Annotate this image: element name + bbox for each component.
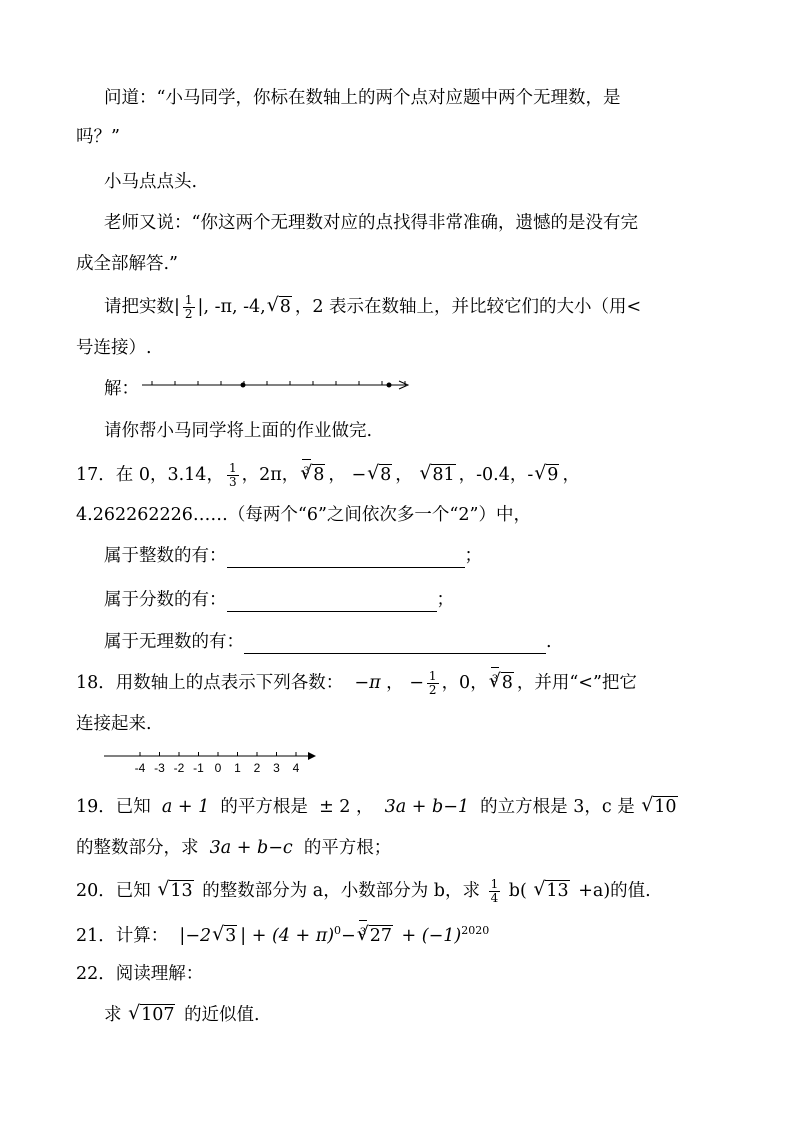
dot: [241, 383, 246, 388]
tick-label: 4: [292, 761, 300, 775]
text-line: 的整数部分，求 3a + b−c 的平方根；: [76, 838, 392, 858]
text-line: 连接起来.: [76, 714, 152, 734]
text: ，2 表示在数轴上，并比较它们的大小（用<: [294, 297, 642, 317]
text-line: 解：: [104, 379, 139, 399]
dot: [387, 383, 392, 388]
tick-label: 2: [253, 761, 261, 775]
text-line: 问道：“小马同学，你标在数轴上的两个点对应题中两个无理数，是: [104, 88, 621, 108]
answer-blank[interactable]: [227, 549, 465, 568]
fraction: $\frac{1}{2}$: [184, 293, 193, 321]
question-18: 18．用数轴上的点表示下列各数： −π ， − $\frac{1}{2}$ ，0， √ 3 8 ，并用“<”把它: [76, 670, 637, 697]
text: |, -π, -4,: [197, 297, 266, 317]
question-19: 19．已知 a + 1 的平方根是 ± 2 ， 3a + b−1 的立方根是 3，c 是 √ 10: [76, 795, 681, 819]
tick-label: -3: [154, 761, 165, 775]
sqrt: √ 8: [269, 295, 292, 319]
question-22: 22．阅读理解：: [76, 964, 204, 984]
answer-line: 属于分数的有： ；: [104, 590, 454, 610]
text-line: 老师又说：“你这两个无理数对应的点找得非常准确，遗憾的是没有完: [104, 213, 638, 233]
tick-label: 3: [273, 761, 280, 775]
answer-line: 属于无理数的有： .: [104, 632, 552, 652]
answer-blank[interactable]: [244, 635, 546, 654]
tick-label: -2: [173, 761, 185, 775]
number-line-answer: [140, 374, 416, 396]
tick-label: -1: [193, 761, 204, 775]
question-21: 21．计算： |−2√ 3 | + $(4 + \pi)^0-$ √ 3 $27 + (-1)^{2020}$: [76, 919, 489, 948]
number-line-q18: [102, 748, 318, 778]
text-line: 号连接）.: [76, 338, 152, 358]
tick-label: 0: [214, 761, 222, 775]
text: 请把实数|: [104, 297, 180, 317]
text-line: 吗？”: [76, 127, 120, 147]
question-17: 17．在 0，3.14， $\frac{1}{3}$ ，2π， √ 3 8 ， −√ 8 ， √ 81 ，-0.4，-√ 9 ，: [76, 462, 580, 489]
text-line: 请你帮小马同学将上面的作业做完.: [104, 421, 373, 441]
text-line: 求 √ 107 的近似值.: [104, 1003, 260, 1027]
answer-blank[interactable]: [227, 593, 437, 612]
question-20: 20．已知 √ 13 的整数部分为 a，小数部分为 b，求 $\frac{1}{4}$ b( √ 13 +a)的值.: [76, 878, 651, 905]
tick-label: -4: [134, 761, 146, 775]
text-line: 小马点点头.: [104, 172, 198, 192]
tick-label: 1: [234, 761, 241, 775]
text-line: [104, 294, 641, 321]
text-line: 成全部解答.”: [76, 254, 179, 274]
text-line: 4.262262226……（每两个“6”之间依次多一个“2”）中，: [76, 505, 531, 525]
answer-line: 属于整数的有： ；: [104, 546, 482, 566]
